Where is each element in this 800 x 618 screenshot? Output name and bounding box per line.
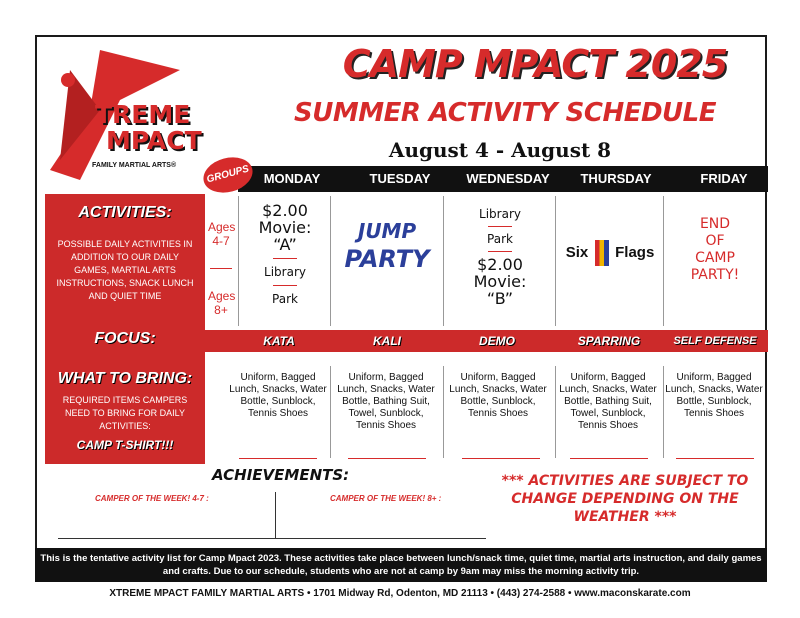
- bring-monday: Uniform, Bagged Lunch, Snacks, Water Bottle, Sunblock, Tennis Shoes: [229, 372, 327, 419]
- focus-monday: KATA: [263, 334, 295, 348]
- column-divider: [443, 196, 444, 326]
- focus-heading: FOCUS:: [94, 330, 156, 347]
- activity-monday: [240, 202, 330, 307]
- friday-party: PARTY!: [690, 267, 740, 283]
- brand-logo: [40, 40, 200, 190]
- day-wednesday: WEDNESDAY: [466, 171, 550, 186]
- friday-camp: CAMP: [695, 250, 735, 266]
- page-title: CAMP MPACT 2025: [342, 42, 728, 86]
- column-divider: [555, 366, 556, 458]
- bring-friday: Uniform, Bagged Lunch, Snacks, Water Bottle, Sunblock, Tennis Shoes: [665, 372, 763, 419]
- underline: [570, 458, 648, 459]
- activity-tuesday: [332, 218, 442, 274]
- activities-description: POSSIBLE DAILY ACTIVITIES IN ADDITION TO OUR DAILY GAMES, MARTIAL ARTS INSTRUCTIONS, SNACK LUNCH AND QUIET TIME: [56, 239, 194, 301]
- wednesday-price: $2.00: [477, 255, 523, 274]
- ages-divider: [210, 268, 232, 269]
- date-range: August 4 - August 8: [388, 138, 612, 162]
- underline: [676, 458, 754, 459]
- achievements-heading: ACHIEVEMENTS:: [212, 466, 350, 484]
- page-subtitle: SUMMER ACTIVITY SCHEDULE: [294, 98, 716, 128]
- thursday-flags: Flags: [615, 244, 655, 262]
- bring-wednesday: Uniform, Bagged Lunch, Snacks, Water Bottle, Sunblock, Tennis Shoes: [449, 372, 547, 419]
- divider: [273, 258, 297, 259]
- left-info-panel: [45, 194, 205, 464]
- tuesday-jump: JUMP: [357, 219, 417, 243]
- focus-friday: SELF DEFENSE: [673, 335, 757, 347]
- weather-notice: *** ACTIVITIES ARE SUBJECT TO CHANGE DEPENDING ON THE WEATHER ***: [501, 473, 749, 525]
- monday-movie: Movie:: [258, 218, 312, 237]
- thursday-six: Six: [565, 244, 589, 262]
- bring-thursday: Uniform, Bagged Lunch, Snacks, Water Bottle, Bathing Suit, Towel, Sunblock, Tennis Shoes: [559, 372, 657, 431]
- wednesday-movie: Movie:: [473, 272, 527, 291]
- activities-heading: ACTIVITIES:: [78, 204, 172, 221]
- divider: [488, 226, 512, 227]
- column-divider: [330, 366, 331, 458]
- bring-tuesday: Uniform, Bagged Lunch, Snacks, Water Bottle, Bathing Suit, Towel, Sunblock, Tennis Shoes: [337, 372, 435, 431]
- underline: [348, 458, 426, 459]
- achievements-divider: [275, 492, 276, 538]
- ages-group-young: Ages 4-7: [208, 220, 236, 248]
- ages-column: [208, 220, 234, 317]
- camper-week-old-label: CAMPER OF THE WEEK! 8+ :: [330, 494, 442, 503]
- column-divider: [330, 196, 331, 326]
- focus-tuesday: KALI: [373, 334, 401, 348]
- ages-group-old: Ages 8+: [208, 289, 236, 317]
- column-divider: [443, 366, 444, 458]
- wednesday-library: Library: [479, 207, 521, 221]
- tuesday-party: PARTY: [344, 245, 430, 273]
- activity-wednesday: [445, 206, 555, 307]
- camper-week-young-label: CAMPER OF THE WEEK! 4-7 :: [95, 494, 209, 503]
- six-flags-icon: [595, 240, 609, 266]
- monday-price: $2.00: [262, 201, 308, 220]
- divider: [273, 285, 297, 286]
- column-divider: [238, 196, 239, 326]
- day-tuesday: TUESDAY: [369, 171, 431, 186]
- monday-park: Park: [272, 292, 298, 306]
- footer-address: XTREME MPACT FAMILY MARTIAL ARTS • 1701 Midway Rd, Odenton, MD 21113 • (443) 274-2588 • www.maconskarate.com: [109, 588, 691, 599]
- day-header-bar: [238, 166, 768, 192]
- day-monday: MONDAY: [263, 171, 321, 186]
- bring-tshirt: CAMP T-SHIRT!!!: [76, 438, 174, 452]
- day-thursday: THURSDAY: [580, 171, 652, 186]
- activity-friday: [665, 216, 765, 284]
- underline: [239, 458, 317, 459]
- footer-note: This is the tentative activity list for Camp Mpact 2023. These activities take place between lunch/snack time, quiet time, martial arts instruction, and daily games and crafts. Due to our schedule, students who are not at camp by 9am may miss the morning activity trip.: [35, 548, 767, 582]
- friday-end: END: [699, 216, 731, 232]
- column-divider: [663, 366, 664, 458]
- divider: [488, 251, 512, 252]
- focus-bar: [205, 330, 768, 352]
- friday-of: OF: [705, 233, 725, 249]
- focus-thursday: SPARRING: [577, 334, 641, 348]
- column-divider: [663, 196, 664, 326]
- focus-wednesday: DEMO: [479, 334, 515, 348]
- logo-line1: TREME: [95, 100, 191, 129]
- bring-description: REQUIRED ITEMS CAMPERS NEED TO BRING FOR DAILY ACTIVITIES:: [62, 395, 188, 431]
- logo-tagline: FAMILY MARTIAL ARTS®: [92, 162, 177, 169]
- groups-badge: GROUPS: [199, 152, 256, 198]
- monday-library: Library: [264, 265, 306, 279]
- day-friday: FRIDAY: [700, 171, 748, 186]
- activity-thursday: [557, 240, 663, 266]
- logo-line2: MPACT: [106, 126, 202, 155]
- achievements-baseline: [58, 538, 486, 539]
- underline: [462, 458, 540, 459]
- bring-heading: WHAT TO BRING:: [57, 370, 193, 387]
- monday-movie-letter: “A”: [273, 235, 297, 254]
- column-divider: [555, 196, 556, 326]
- wednesday-movie-letter: “B”: [486, 289, 514, 308]
- wednesday-park: Park: [487, 232, 513, 246]
